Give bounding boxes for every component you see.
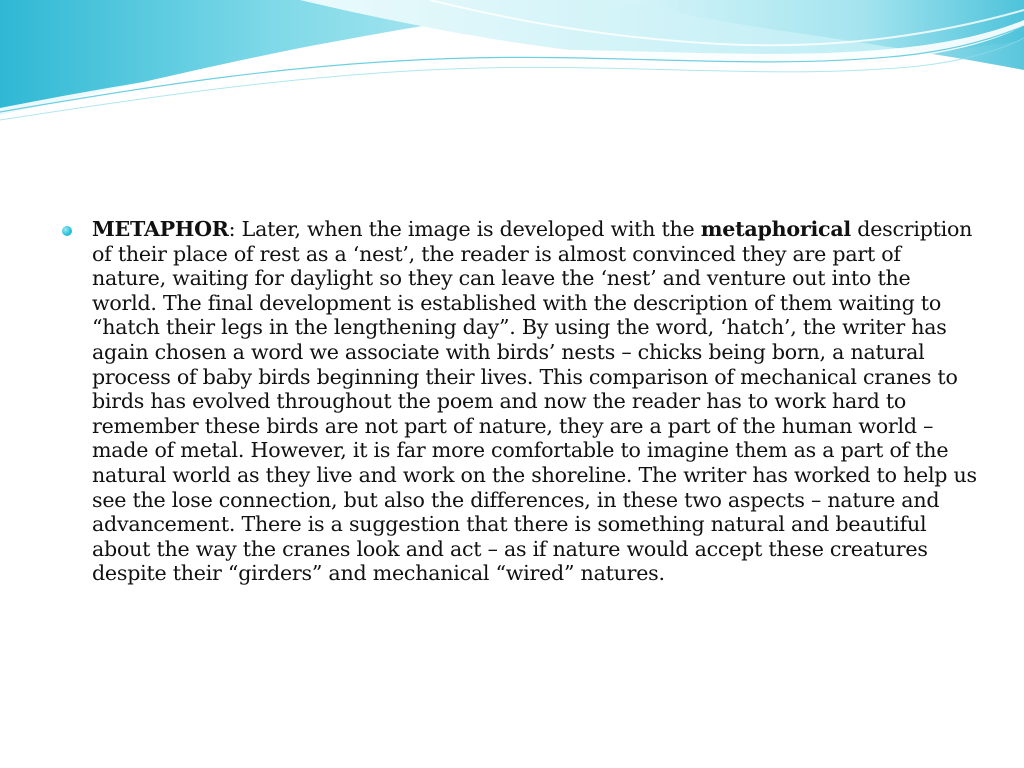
paragraph-body: description of their place of rest as a ‘nest’, the reader is almost convinced they are part of nature, waiting for daylight so they can leave the ‘nest’ and venture out into the world. The final development is established with the description of them waiting to “hatch their legs in the lengthening day”. By using the word, ‘hatch’, the writer has again chosen a word we associate with birds’ nests – chicks being born, a natural process of baby birds beginning their lives. This comparison of mechanical cranes to birds has evolved throughout the poem and now the reader has to work hard to remember these birds are not part of nature, they are a part of the human world – made of metal. However, it is far more comfortable to imagine them as a part of the natural world as they live and work on the shoreline. The writer has worked to help us see the lose connection, but also the differences, in these two aspects – nature and advancement. There is a suggestion that there is something natural and beautiful about the way the cranes look and act – as if nature would accept these creatures despite their “girders” and mechanical “wired” natures.: [92, 217, 977, 586]
bullet-dot-icon: [62, 226, 72, 236]
slide-body: [62, 217, 977, 586]
term-heading: METAPHOR: [92, 217, 229, 241]
emphasized-word: metaphorical: [700, 217, 852, 241]
bullet-item: [62, 217, 977, 586]
paragraph-lead: : Later, when the image is developed with the: [228, 217, 701, 241]
header-wave-decoration: [0, 0, 1024, 130]
bullet-paragraph: [92, 217, 977, 586]
